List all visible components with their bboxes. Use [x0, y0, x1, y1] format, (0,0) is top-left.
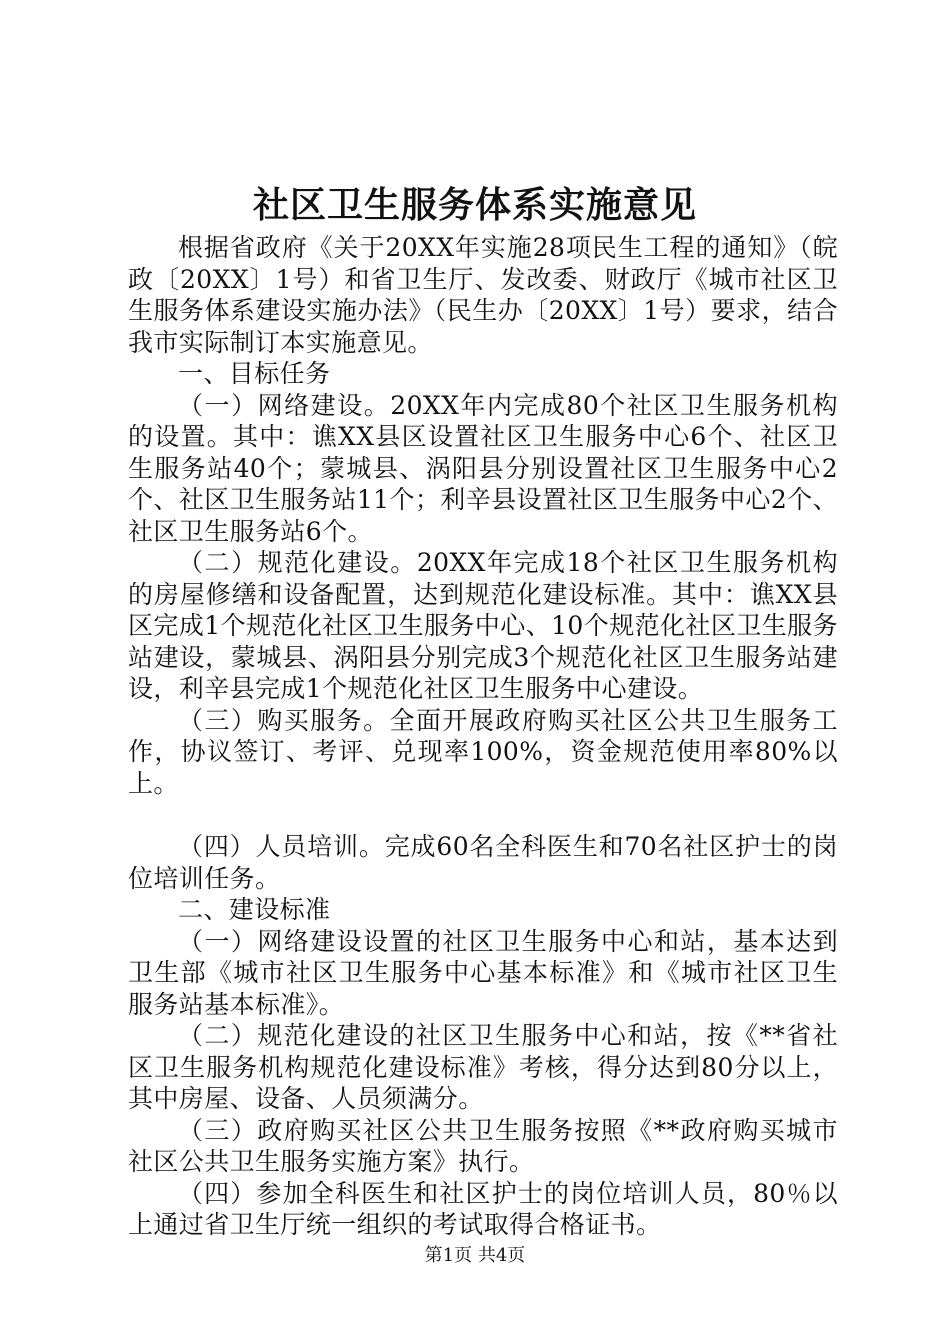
goal-item-standardization: （二）规范化建设。20XX年完成18个社区卫生服务机构的房屋修缮和设备配置，达到规范化建设标准。其中：谯XX县区完成1个规范化社区卫生服务中心、10个规范化社区卫生服务站建设，蒙城县、涡阳县分别完成3个规范化社区卫生服务站建设，利辛县完成1个规范化社区卫生服务中心建设。 [128, 548, 838, 703]
page-footer: 第1页 共4页 [424, 1245, 526, 1266]
document-title: 社区卫生服务体系实施意见 [252, 184, 697, 226]
standard-item-network: （一）网络建设设置的社区卫生服务中心和站，基本达到卫生部《城市社区卫生服务中心基本标准》和《城市社区卫生服务站基本标准》。 [128, 926, 838, 1019]
section-heading-goals: 一、目标任务 [178, 359, 331, 388]
document-body [128, 232, 838, 1241]
paragraph-gap [128, 799, 838, 831]
goal-item-training: （四）人员培训。完成60名全科医生和70名社区护士的岗位培训任务。 [128, 832, 838, 893]
intro-paragraph: 根据省政府《关于20XX年实施28项民生工程的通知》（皖政〔20XX〕1号）和省卫生厅、发改委、财政厅《城市社区卫生服务体系建设实施办法》（民生办〔20XX〕1号）要求，结合我市实际制订本实施意见。 [128, 233, 838, 357]
standard-item-standardization: （二）规范化建设的社区卫生服务中心和站，按《**省社区卫生服务机构规范化建设标准》考核，得分达到80分以上，其中房屋、设备、人员须满分。 [128, 1021, 838, 1113]
standard-item-training: （四）参加全科医生和社区护士的岗位培训人员，80％以上通过省卫生厅统一组织的考试取得合格证书。 [128, 1178, 838, 1239]
section-heading-standards: 二、建设标准 [178, 895, 331, 924]
standard-item-purchase: （三）政府购买社区公共卫生服务按照《**政府购买城市社区公共卫生服务实施方案》执行。 [128, 1115, 838, 1176]
goal-item-purchase: （三）购买服务。全面开展政府购买社区公共卫生服务工作，协议签订、考评、兑现率100%，资金规范使用率80%以上。 [128, 705, 838, 798]
goal-item-network: （一）网络建设。20XX年内完成80个社区卫生服务机构的设置。其中：谯XX县区设置社区卫生服务中心6个、社区卫生服务站40个；蒙城县、涡阳县分别设置社区卫生服务中心2个、社区卫生服务站11个；利辛县设置社区卫生服务中心2个、社区卫生服务站6个。 [128, 390, 838, 546]
